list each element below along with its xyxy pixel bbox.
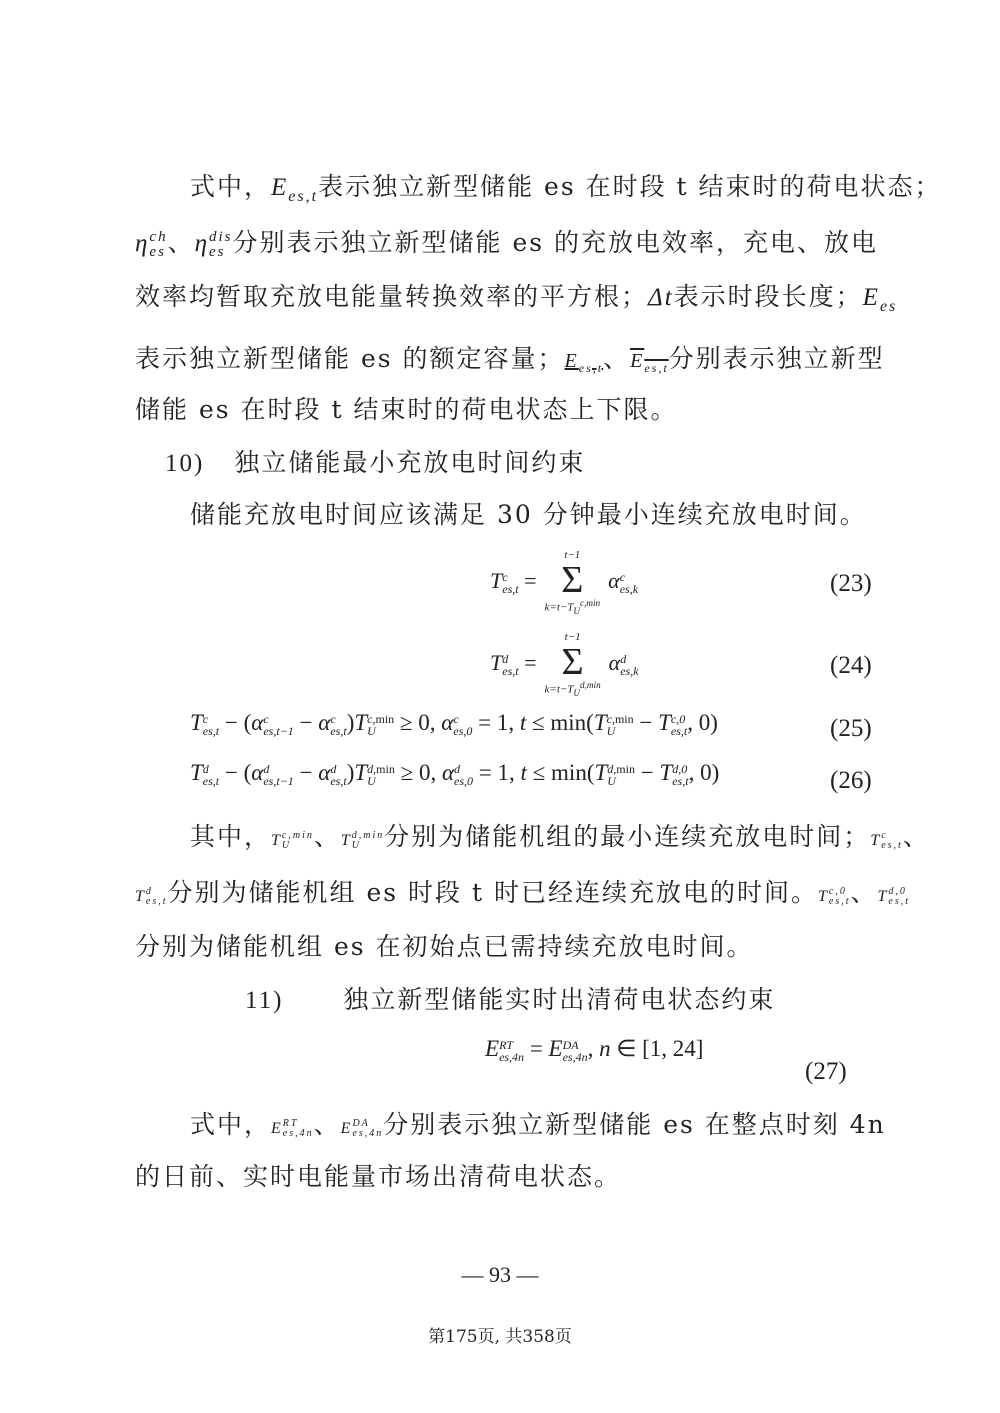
text: 分别表示独立新型储能 es 在整点时刻 4n xyxy=(383,1110,886,1139)
text: 效率均暂取充放电能量转换效率的平方根； xyxy=(135,282,649,311)
math-E-RT: E RT es,4n xyxy=(271,1118,314,1140)
math-eta-ch: η ch es xyxy=(135,229,168,261)
equation-24: T d es,t = t−1 Σ $k=t-T_U^{d,min}$ α d es,k xyxy=(490,631,639,698)
page-info: 第175页, 共358页 xyxy=(428,1327,572,1347)
text: 分别为储能机组 es 在初始点已需持续充放电时间。 xyxy=(135,932,754,961)
section11-heading xyxy=(245,983,775,1018)
section-title: 独立储能最小充放电时间约束 xyxy=(234,448,586,477)
text: 式中， xyxy=(190,172,272,201)
math-TU-dmin: T d,min U xyxy=(340,830,385,852)
para1-line3 xyxy=(135,280,897,324)
section10-body xyxy=(190,498,867,532)
math-T-c-es-t: T c es,t xyxy=(870,830,903,852)
equation-number-26: (26) xyxy=(830,767,872,794)
equation-27: E RT es,4n = E DA es,4n , n ∈ [1, 24] xyxy=(485,1036,704,1064)
equation-23: T c es,t = t−1 Σ $k=t-T_U^{c,min}$ α c es,k xyxy=(490,549,639,616)
equation-26: T d es,t − (α d es,t−1 − α d es,t )T d,min U ≥ 0, α d es,0 = 1, t ≤ min(T d,min U − T d,0 es,t , 0) xyxy=(190,760,720,788)
math-E-upper: $E_{es,t}$ xyxy=(630,350,669,375)
text: 分别为储能机组的最小连续充放电时间； xyxy=(384,822,871,851)
equation-number-27: (27) xyxy=(805,1058,847,1085)
section-number: 11) xyxy=(245,987,284,1014)
text: 表示独立新型储能 es 的额定容量； xyxy=(135,344,565,373)
text: 、 xyxy=(902,822,930,851)
math-T-d-es-t: T d es,t xyxy=(135,886,168,908)
text: 、 xyxy=(313,1110,341,1139)
text: 表示时段长度； xyxy=(673,282,863,311)
math-E-es-t: $E_{es,t}$ xyxy=(271,174,319,205)
para1-line5 xyxy=(135,393,677,427)
para1-line1 xyxy=(190,170,942,214)
section-number: 10) xyxy=(165,450,205,477)
para3-line2 xyxy=(135,1160,621,1194)
para1-line2 xyxy=(135,226,878,261)
math-eta-dis: η dis es xyxy=(194,229,233,261)
math-TU-cmin: T c,min U xyxy=(271,830,314,852)
text: 式中， xyxy=(190,1110,272,1139)
text: 储能充放电时间应该满足 30 分钟最小连续充放电时间。 xyxy=(190,500,867,529)
equation-number-25: (25) xyxy=(830,715,872,742)
para2-line1 xyxy=(190,820,930,858)
text: 储能 es 在时段 t 结束时的荷电状态上下限。 xyxy=(135,395,678,424)
text: 、 xyxy=(850,878,878,907)
text: 表示独立新型储能 es 在时段 t 结束时的荷电状态； xyxy=(318,172,942,201)
text: 分别表示独立新型储能 es 的充放电效率，充电、放电 xyxy=(232,228,879,257)
section-title: 独立新型储能实时出清荷电状态约束 xyxy=(343,985,776,1014)
text: 分别为储能机组 es 时段 t 时已经连续充放电的时间。 xyxy=(167,878,818,907)
para1-line4 xyxy=(135,342,885,385)
text: 、 xyxy=(313,822,341,851)
para2-line2 xyxy=(135,876,910,914)
math-E-lower: $E_{es,t}$ xyxy=(564,350,604,375)
math-E-DA: E DA es,4n xyxy=(340,1118,384,1140)
page-number: — 93 — xyxy=(461,1262,539,1287)
text: 、 xyxy=(167,228,195,257)
text: 分别表示独立新型 xyxy=(668,344,885,373)
equation-25: T c es,t − (α c es,t−1 − α c es,t )T c,min U ≥ 0, α c es,0 = 1, t ≤ min(T c,min U − T c,0 es,t , 0) xyxy=(190,710,718,738)
math-T-c0: T c,0 es,t xyxy=(817,886,851,908)
equation-number-24: (24) xyxy=(830,652,872,679)
para3-line1 xyxy=(190,1108,886,1146)
math-T-d0: T d,0 es,t xyxy=(877,886,911,908)
equation-number-23: (23) xyxy=(830,570,872,597)
text: 的日前、实时电能量市场出清荷电状态。 xyxy=(135,1162,622,1191)
text: 、 xyxy=(603,344,631,373)
math-E-es: $E_{es}$ xyxy=(862,284,898,315)
text: 其中， xyxy=(190,822,272,851)
section10-heading xyxy=(165,446,585,481)
para2-line3 xyxy=(135,930,754,964)
math-delta-t: Δt xyxy=(648,284,674,311)
